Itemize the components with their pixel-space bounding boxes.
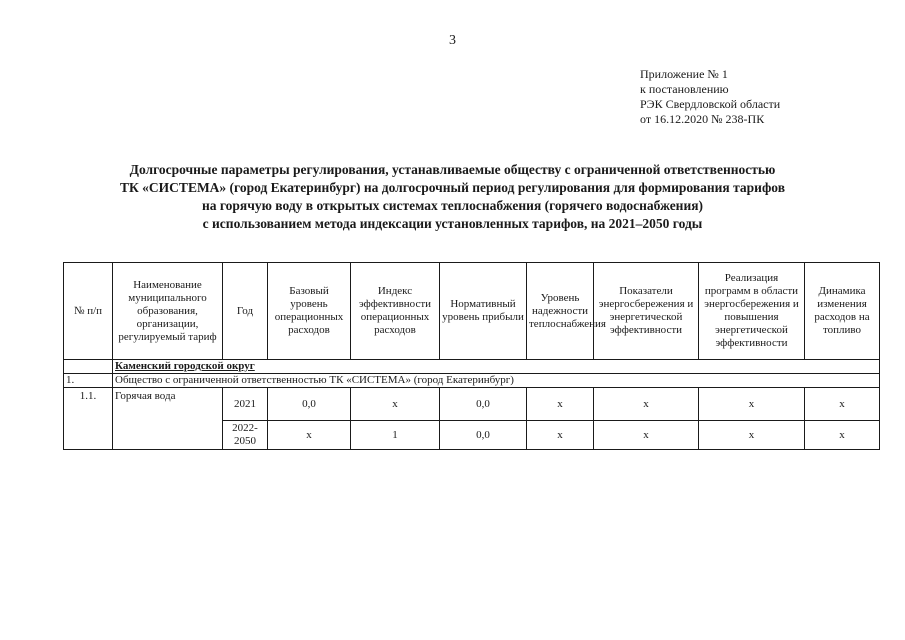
header-efficiency-index: Индекс эффективности операционных расходов: [351, 263, 440, 360]
value-cell: х: [351, 388, 440, 421]
appendix-line: от 16.12.2020 № 238-ПК: [640, 112, 765, 126]
value-cell: 0,0: [440, 421, 527, 450]
header-fuel-dynamics: Динамика изменения расходов на топливо: [805, 263, 880, 360]
appendix-line: РЭК Свердловской области: [640, 97, 781, 111]
organization-row: [64, 374, 880, 388]
value-cell: х: [699, 421, 805, 450]
header-reliability: Уровень надежности теплоснабжения: [527, 263, 594, 360]
header-profit-level: Нормативный уровень прибыли: [440, 263, 527, 360]
appendix-note: [640, 67, 780, 127]
organization-num: 1.: [64, 374, 113, 388]
value-cell: х: [805, 388, 880, 421]
organization-name: Общество с ограниченной ответственностью ТК «СИСТЕМА» (город Екатеринбург): [113, 374, 880, 388]
title-line: ТК «СИСТЕМА» (город Екатеринбург) на долгосрочный период регулирования для формирования тарифов: [120, 180, 785, 195]
page-number: 3: [449, 33, 456, 48]
title-line: Долгосрочные параметры регулирования, устанавливаемые обществу с ограниченной ответственностью: [129, 162, 776, 177]
appendix-line: Приложение № 1: [640, 67, 728, 81]
header-programs: Реализация программ в области энергосбережения и повышения энергетической эффективности: [699, 263, 805, 360]
table-row: [64, 388, 880, 421]
value-cell: 0,0: [268, 388, 351, 421]
district-num-cell: [64, 360, 113, 374]
title-line: на горячую воду в открытых системах теплоснабжения (горячего водоснабжения): [201, 198, 704, 213]
value-cell: 0,0: [440, 388, 527, 421]
value-cell: х: [527, 421, 594, 450]
value-cell: 1: [351, 421, 440, 450]
header-base-opex: Базовый уровень операционных расходов: [268, 263, 351, 360]
value-cell: х: [594, 388, 699, 421]
value-cell: х: [594, 421, 699, 450]
year-cell: 2022-2050: [223, 421, 268, 450]
year-cell: 2021: [223, 388, 268, 421]
header-num: № п/п: [64, 263, 113, 360]
header-row: [64, 263, 880, 360]
parameters-table: [63, 262, 880, 450]
header-year: Год: [223, 263, 268, 360]
header-energy-saving: Показатели энергосбережения и энергетической эффективности: [594, 263, 699, 360]
value-cell: х: [805, 421, 880, 450]
appendix-line: к постановлению: [640, 82, 729, 96]
district-row: [64, 360, 880, 374]
title-line: с использованием метода индексации установленных тарифов, на 2021–2050 годы: [202, 216, 703, 231]
value-cell: х: [268, 421, 351, 450]
document-title: [40, 161, 865, 233]
value-cell: х: [699, 388, 805, 421]
tariff-num: 1.1.: [64, 388, 113, 450]
header-name: Наименование муниципального образования, организации, регулируемый тариф: [113, 263, 223, 360]
tariff-name: Горячая вода: [113, 388, 223, 450]
value-cell: х: [527, 388, 594, 421]
district-name: Каменский городской округ: [113, 360, 880, 374]
